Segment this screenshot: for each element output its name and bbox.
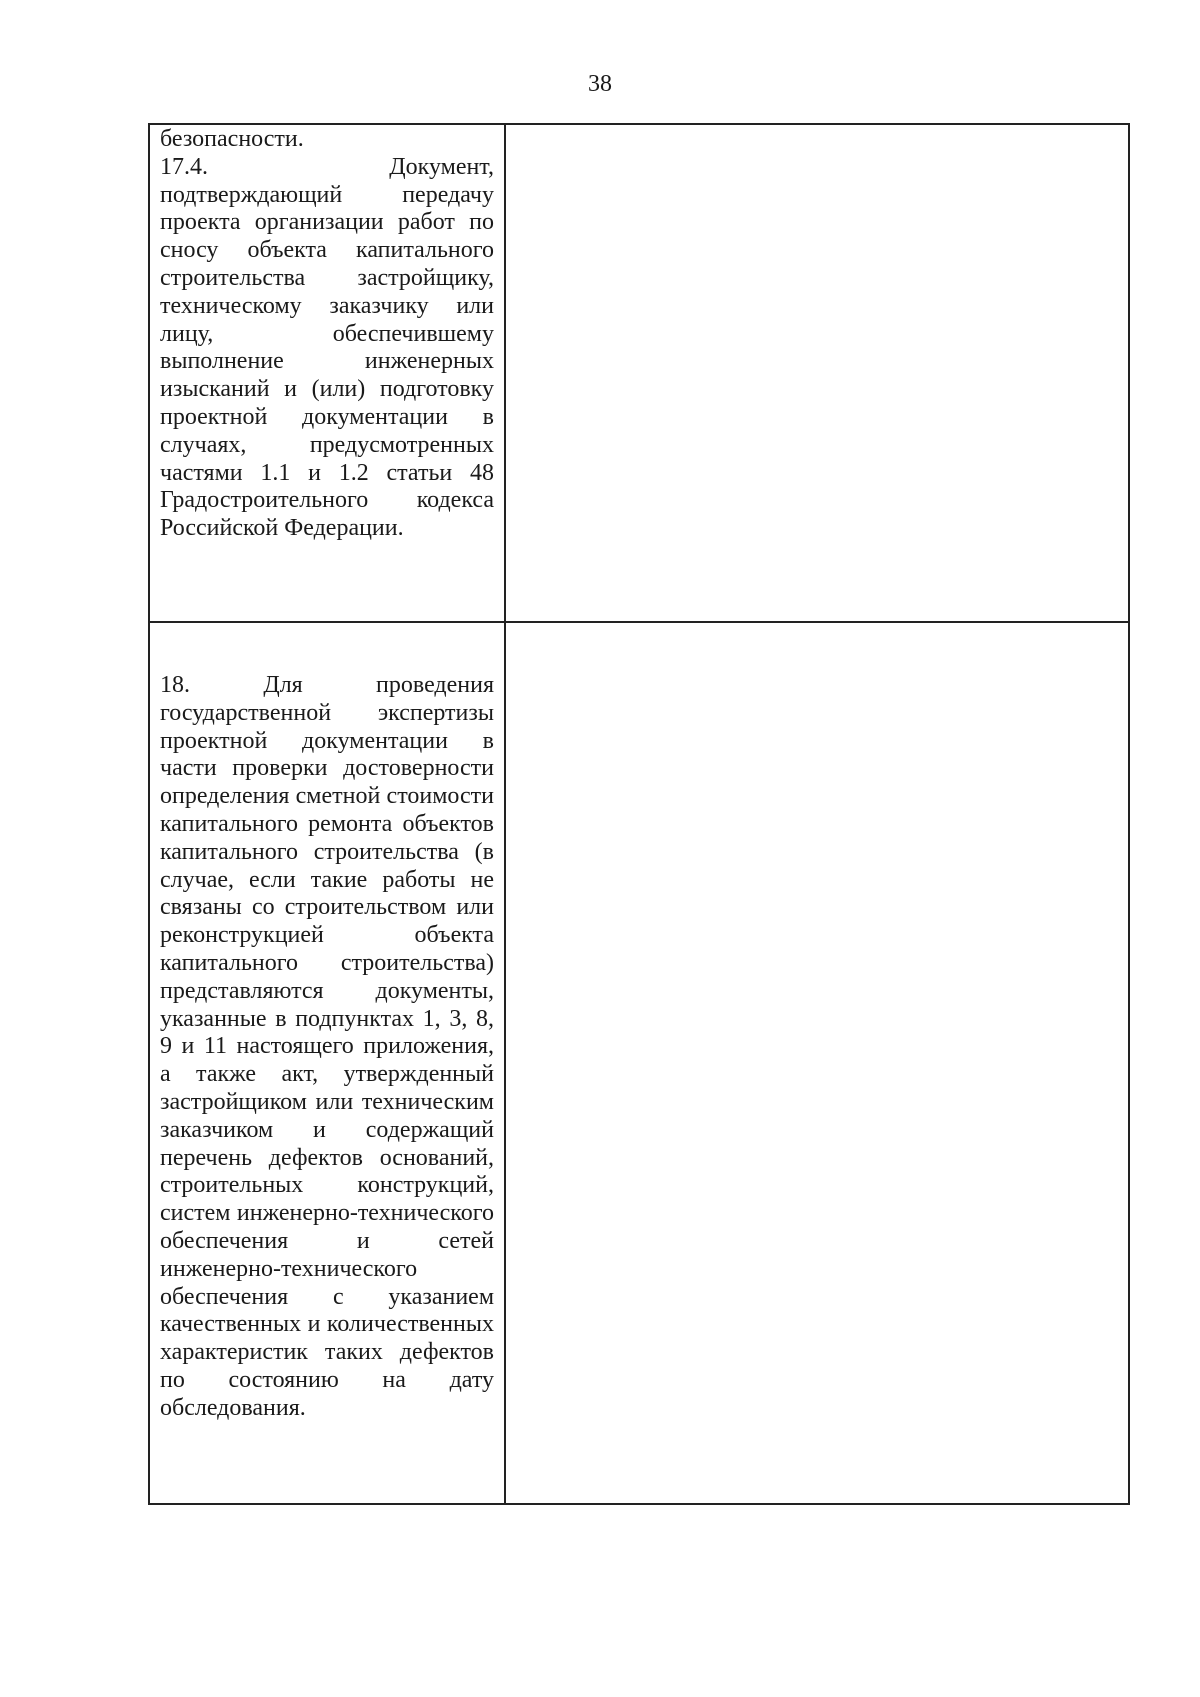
paragraph-17-4: 17.4. Документ, подтверждающий передачу проекта организации работ по сносу объекта капитального строительства застройщику, техническому заказчику или лицу, обеспечившему выполнение инженерных изысканий и (или) подготовку проектной документации в случаях, предусмотренных частями 1.1 и 1.2 статьи 48 Градостроительного кодекса Российской Федерации.: [160, 153, 494, 542]
paragraph-18: 18. Для проведения государственной экспертизы проектной документации в части проверки достоверности определения сметной стоимости капитального ремонта объектов капитального строительства (в случае, если такие работы не связаны со строительством или реконструкцией объекта капитального строительства) представляются документы, указанные в подпунктах 1, 3, 8, 9 и 11 настоящего приложения, а также акт, утвержденный застройщиком или техническим заказчиком и содержащий перечень дефектов оснований, строительных конструкций, систем инженерно-технического обеспечения и сетей инженерно-технического обеспечения с указанием качественных и количественных характеристик таких дефектов по состоянию на дату обследования.: [160, 672, 494, 1421]
cell-text-empty: [506, 623, 1128, 672]
cell-text: [150, 125, 504, 543]
table-cell-left: [149, 124, 505, 622]
table-cell-right: [505, 622, 1129, 1504]
table-cell-left: [149, 622, 505, 1504]
document-table: [148, 123, 1130, 1505]
table-cell-right: [505, 124, 1129, 622]
page-number: 38: [588, 71, 612, 97]
cell-text: [150, 623, 504, 1423]
table-row: [149, 124, 1129, 622]
table-row: [149, 622, 1129, 1504]
cell-text-empty: [506, 125, 1128, 126]
paragraph-continuation: безопасности.: [160, 126, 304, 152]
